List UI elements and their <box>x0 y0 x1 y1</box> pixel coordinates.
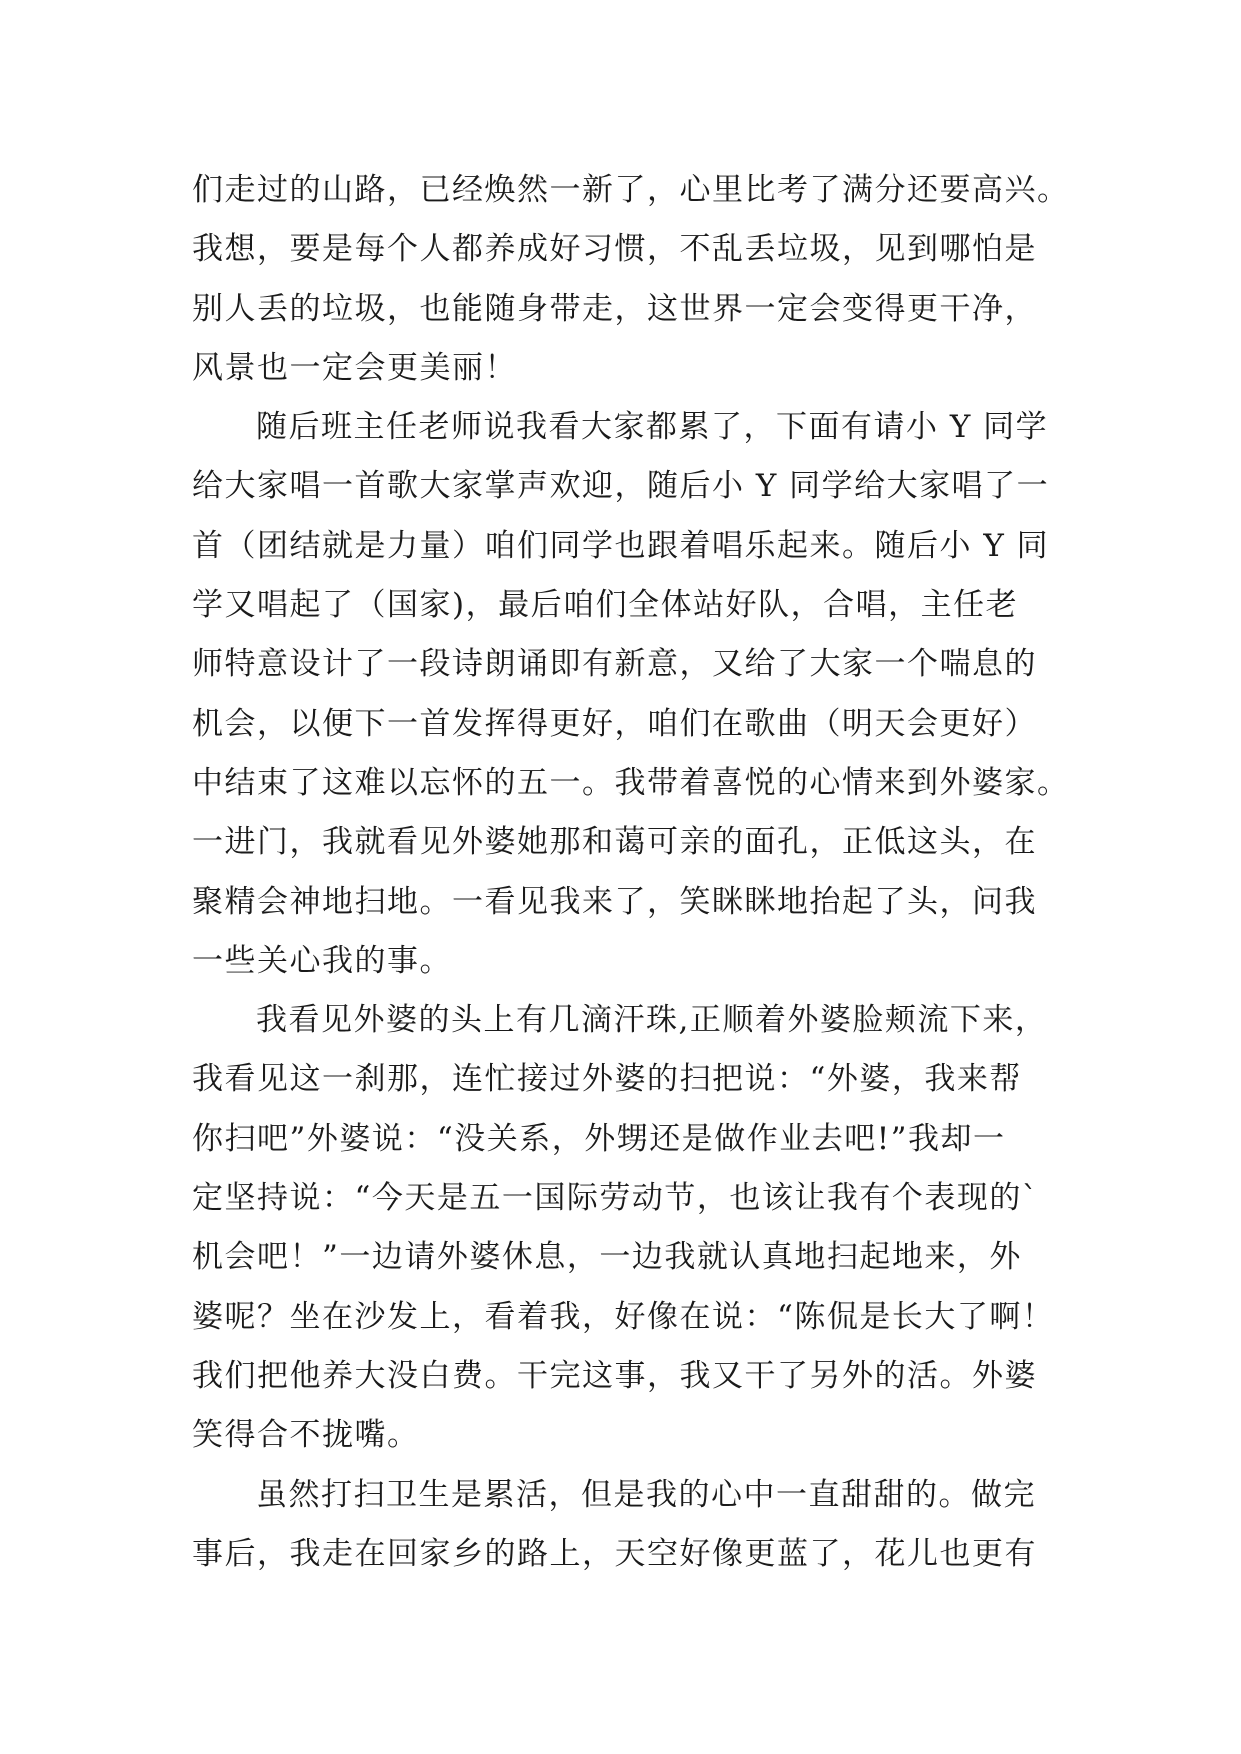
text-line: 我们把他养大没白费。干完这事，我又干了另外的活。外婆 <box>192 1357 1037 1394</box>
text-line: 聚精会神地扫地。一看见我来了，笑眯眯地抬起了头，问我 <box>192 883 1037 920</box>
text-line: 别人丢的垃圾，也能随身带走，这世界一定会变得更干净， <box>192 290 1037 327</box>
text-line: 事后，我走在回家乡的路上，天空好像更蓝了，花儿也更有 <box>192 1535 1037 1572</box>
document-body <box>192 161 1077 1584</box>
text-line: 我想，要是每个人都养成好习惯，不乱丢垃圾，见到哪怕是 <box>192 231 1037 268</box>
text-line: 风景也一定会更美丽！ <box>192 349 517 386</box>
text-line: 师特意设计了一段诗朗诵即有新意，又给了大家一个喘息的 <box>192 646 1037 683</box>
paragraph-start-line: 我看见外婆的头上有几滴汗珠,正顺着外婆脸颊流下来， <box>256 1002 1048 1039</box>
text-line: 定坚持说：“今天是五一国际劳动节，也该让我有个表现的` <box>192 1180 1039 1217</box>
text-line: 首（团结就是力量）咱们同学也跟着唱乐起来。随后小 Y 同 <box>192 527 1050 564</box>
text-line: 们走过的山路，已经焕然一新了，心里比考了满分还要高兴。 <box>192 172 1070 208</box>
text-line: 我看见这一刹那，连忙接过外婆的扫把说：“外婆，我来帮 <box>192 1061 1022 1098</box>
text-line: 机会，以便下一首发挥得更好，咱们在歌曲（明天会更好） <box>192 705 1037 742</box>
text-line: 一些关心我的事。 <box>192 942 452 979</box>
text-line: 给大家唱一首歌大家掌声欢迎，随后小 Y 同学给大家唱了一 <box>192 468 1050 505</box>
paragraph-start-line: 随后班主任老师说我看大家都累了，下面有请小 Y 同学 <box>256 409 1049 446</box>
text-line: 笑得合不拢嘴。 <box>192 1417 420 1454</box>
paragraph-start-line: 虽然打扫卫生是累活，但是我的心中一直甜甜的。做完 <box>256 1476 1036 1513</box>
text-line: 一进门，我就看见外婆她那和蔼可亲的面孔，正低这头，在 <box>192 824 1037 861</box>
text-line: 学又唱起了（国家)，最后咱们全体站好队，合唱，主任老 <box>192 587 1019 624</box>
text-line: 机会吧！”一边请外婆休息，一边我就认真地扫起地来，外 <box>192 1239 1022 1276</box>
text-line: 婆呢？坐在沙发上，看着我，好像在说：“陈侃是长大了啊！ <box>192 1298 1055 1335</box>
text-line: 你扫吧”外婆说：“没关系，外甥还是做作业去吧!”我却一 <box>192 1120 1006 1157</box>
text-line: 中结束了这难以忘怀的五一。我带着喜悦的心情来到外婆家。 <box>192 764 1070 801</box>
